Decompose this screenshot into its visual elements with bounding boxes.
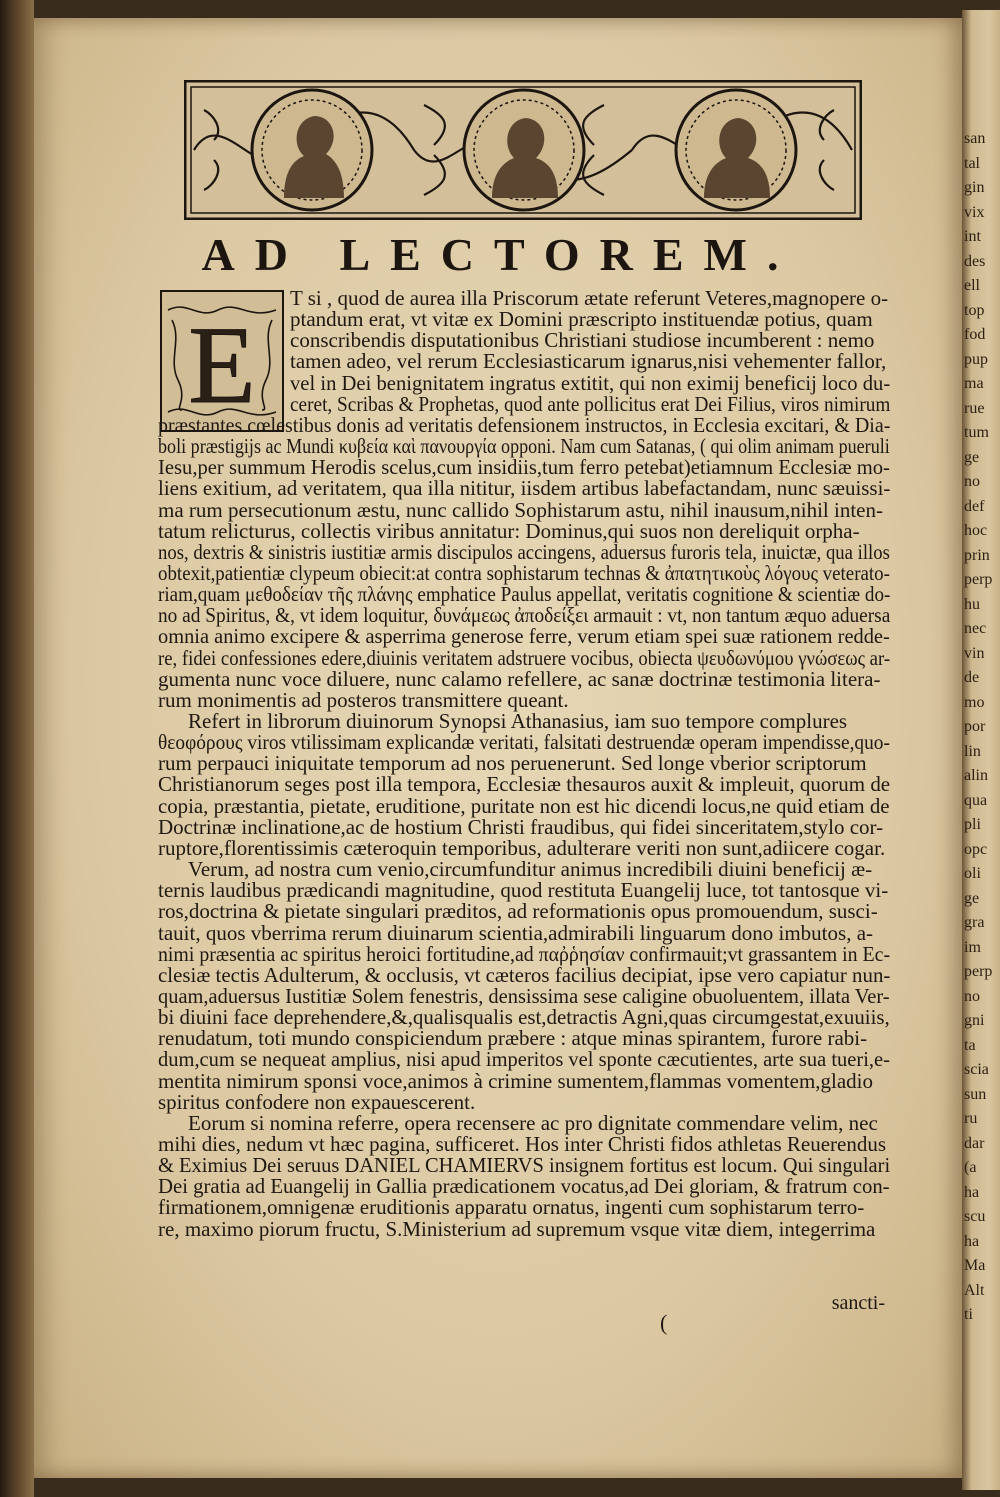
text-line: Doctrinæ inclinatione,ac de hostium Christi fraudibus, qui fidei sinceritatem,stylo cor-	[158, 814, 884, 839]
facing-page-fragment: alin	[964, 767, 988, 784]
text-line: ma rum persecutionum æstu, nunc callido Sophistarum astu, nihil inausum,nihil inten-	[158, 497, 883, 522]
facing-page-fragment: top	[964, 301, 985, 319]
text-line: Verum, ad nostra cum venio,circumfunditur animus incredibili diuini beneficij æ-	[188, 857, 873, 882]
facing-page-fragment: gra	[964, 914, 985, 931]
facing-page-fragment: (a	[964, 1159, 977, 1176]
text-line: Refert in librorum diuinorum Synopsi Athanasius, iam suo tempore complures	[188, 709, 848, 733]
facing-page-fragment: def	[964, 497, 985, 515]
text-line: ros,doctrina & pietate singulari præditos, ad reformationis opus promouendum, susci-	[158, 899, 878, 924]
facing-page-fragment: lin	[964, 742, 981, 760]
text-line: gumenta nunc voce diluere, nunc calamo refellere, ac sanæ doctrinæ testimonia litera-	[158, 666, 881, 691]
facing-page-fragment: nec	[964, 620, 987, 637]
facing-page-fragment: no	[964, 987, 980, 1005]
facing-page-fragment: prin	[964, 546, 990, 564]
facing-page-fragment: hoc	[964, 522, 988, 539]
text-line: ptandum erat, vt vitæ ex Domini præscripto instituendæ potius, quam	[290, 307, 873, 332]
text-line: quam,aduersus Iustitiæ Solem fenestris, densissima sese caligine obuoluentem, illata Ver-	[158, 983, 890, 1008]
facing-page-fragment: Ma	[964, 1257, 986, 1274]
facing-page-fragment: sun	[964, 1085, 987, 1103]
text-line: ceret, Scribas & Prophetas, quod ante pollicitus erat Dei Filius, viros nimirum	[290, 391, 891, 416]
facing-page-fragment: ma	[964, 375, 984, 392]
book-spine-shadow	[0, 0, 34, 1497]
text-line: nimi præsentia ac spiritus heroici fortitudine,ad παῤῥησίαν confirmauit;vt grassantem in Ec-	[158, 941, 891, 966]
facing-page-fragment: gni	[964, 1012, 985, 1029]
text-line: Iesu,per summum Herodis scelus,cum insidiis,tum ferro petebat)etiamnum Ecclesiæ mo-	[158, 455, 890, 480]
facing-page-fragment: int	[964, 228, 981, 245]
ornamental-initial-e	[160, 290, 284, 432]
facing-page-fragment: vin	[964, 644, 985, 662]
text-line: omnia animo excipere & asperrima generose ferre, verum etiam spei suæ rationem redde-	[158, 624, 890, 649]
svg-text:E: E	[188, 304, 256, 426]
facing-page-fragment: fod	[964, 326, 986, 343]
facing-page-fragment: opc	[964, 840, 988, 858]
facing-page-fragment: ell	[964, 277, 980, 294]
portrait-medallion-left	[252, 90, 372, 210]
text-line: & Eximius Dei seruus DANIEL CHAMIERVS insignem fortitus est locum. Qui singulari	[158, 1153, 891, 1178]
text-line: mentita nimirum sponsi voce,animos à crimine sumentem,flammas vomentem,gladio	[158, 1068, 874, 1093]
text-line: tatum relicturus, collectis viribus annitatur: Dominus,qui suos non dereliquit orpha-	[158, 518, 860, 543]
facing-page-fragment: oli	[964, 865, 981, 882]
facing-page-fragment: no	[964, 473, 980, 490]
facing-page-fragment: ta	[964, 1036, 976, 1054]
facing-page-fragment: perp	[964, 571, 993, 588]
text-line: Christianorum seges post illa tempora, Ecclesiæ thesauros auxit & impleuit, quorum de	[158, 772, 891, 797]
text-line: θεοφόρους viros vtilissimam explicandæ veritati, falsitati destruendæ operam impendisse,quo-	[158, 730, 890, 755]
decorative-headpiece-banner	[184, 80, 862, 220]
text-line: T si , quod de aurea illa Priscorum ætate referunt Veteres,magnopere o-	[290, 286, 889, 310]
facing-page-fragment: ha	[964, 1232, 980, 1250]
text-line: liens exitium, ad veritatem, qua illa nititur, iisdem artibus labefactandam, nunc sæuissi-	[158, 476, 891, 501]
text-line: copia, præstantia, pietate, eruditione, puritate non est hic dicendi locus,ne quid etiam de	[158, 793, 890, 818]
facing-page-fragment: tal	[964, 154, 980, 172]
text-line: no ad Spiritus, &, vt idem loquitur, δυνάμεως ἀποδείξει armauit : vt, non tantum æquo aduersa	[158, 603, 891, 628]
facing-page-fragment: im	[964, 938, 981, 956]
text-line: obtexit,patientiæ clypeum obiecit:at contra sophistarum technas & ἀπατητικοὺς λόγους veterato-	[158, 560, 890, 585]
facing-page-fragment: pup	[964, 350, 988, 368]
text-line: conscribendis disputationibus Christiani studiose incumberent : nemo	[290, 328, 875, 353]
text-line: bi diuini face deprehendere,&,qualisqualis est,detractis Agni,quas circumgestat,exuuiis,	[158, 1005, 890, 1030]
text-line: re, fidei confessiones edere,diuinis veritatem adstruere vocibus, obiecta ψευδωνύμου γνώσεως ar-	[158, 645, 891, 670]
text-line: tamen adeo, vel rerum Ecclesiasticarum ignarus,nisi vehementer fallor,	[290, 349, 887, 374]
facing-page-fragment: Alt	[964, 1281, 985, 1299]
text-line: tauit, quos vberrima rerum diuinarum scientia,admirabili linguarum dono imbutos, a-	[158, 920, 874, 945]
facing-page-fragment: des	[964, 252, 986, 270]
text-line: spiritus confodere non expauescerent.	[158, 1089, 476, 1114]
text-line: boli præstigijs ac Mundi κυβεία καὶ πανουργία opponi. Nam cum Satanas, ( qui olim animam pueruli	[158, 434, 890, 459]
text-line: firmationem,omnigenæ eruditionis apparatu ornatus, ingenti cum sophistarum terro-	[158, 1195, 865, 1220]
facing-page-fragment: gin	[964, 179, 985, 196]
facing-page-fragment: ha	[964, 1183, 980, 1201]
facing-page-fragment: de	[964, 669, 980, 686]
text-line: rum perpauci iniquitate temporum ad nos peruenerunt. Sed longe vberior scriptorum	[158, 751, 867, 776]
facing-page-fragment: pli	[964, 816, 981, 833]
portrait-medallion-center	[464, 90, 584, 210]
text-line: clesiæ tectis Adulterum, & occlusis, vt cæteros facilius decipiat, ipse vero capiatur nun-	[158, 962, 891, 987]
text-line: Eorum si nomina referre, opera recensere ac pro dignitate commendare velim, nec	[188, 1110, 878, 1135]
facing-page-fragment: rue	[964, 399, 985, 417]
facing-page-fragment: ru	[964, 1110, 978, 1127]
text-line: vel in Dei benignitatem ingratus extitit, qui non eximij beneficij loco du-	[290, 370, 891, 395]
text-line: renudatum, toti mundo conspiciendum præbere : atque minas spirantem, furore rabi-	[158, 1026, 868, 1051]
facing-page-fragment: scu	[964, 1208, 986, 1225]
facing-page-fragment: ti	[964, 1306, 973, 1323]
facing-page-fragment: mo	[964, 693, 985, 711]
portrait-medallion-right	[676, 90, 796, 210]
text-line: re, maximo piorum fructu, S.Ministerium ad supremum vsque vitæ diem, integerrima	[158, 1216, 876, 1241]
text-line: præstantes cœlestibus donis ad veritatis defensionem instructos, in Ecclesia excitari, & Dia-	[158, 412, 891, 437]
facing-page-fragment: perp	[964, 963, 993, 980]
text-line: mihi dies, nedum vt hæc pagina, sufficeret. Hos inter Christi fidos athletas Reuerendus	[158, 1132, 887, 1156]
facing-page-fragment: tum	[964, 424, 989, 441]
catchword: sancti-	[831, 1292, 885, 1314]
facing-page-fragment: vix	[964, 203, 985, 221]
facing-page-fragment: dar	[964, 1134, 985, 1152]
text-line: nos, dextris & sinistris iustitiæ armis discipulos accingens, aduersus furoris tela, inuictæ, qua illos	[158, 539, 890, 564]
text-line: dum,cum se nequeat amplius, nisi apud imperitos vel sponte cæcutientes, arte sua tueri,e-	[158, 1047, 890, 1072]
facing-page-fragment: ge	[964, 448, 980, 466]
text-line: Dei gratia ad Euangelij in Gallia prædicationem vocatus,ad Dei gloriam, & fratrum con-	[158, 1174, 890, 1199]
text-line: ternis laudibus prædicandi magnitudine, quod restituta Euangelij luce, tot tantosque vi-	[158, 878, 889, 903]
text-line: ruptore,florentissimis cæteroquin temporibus, adulterare veriti non sunt,adiicere cogar.	[158, 835, 886, 860]
facing-page-fragment: por	[964, 718, 986, 735]
facing-page-fragment: scia	[964, 1061, 989, 1078]
facing-page-fragment: qua	[964, 791, 988, 809]
text-line: riam,quam μεθοδείαν τῆς πλάνης emphatice Paulus appellat, veritatis cognitione & scientiæ do-	[158, 582, 891, 607]
signature-mark: (	[660, 1310, 668, 1335]
facing-page-fragment: ge	[964, 889, 980, 907]
text-line: rum monimentis ad posteros transmittere queant.	[158, 687, 569, 712]
page-title: AD LECTOREM.	[201, 229, 799, 280]
facing-page-fragment: hu	[964, 595, 980, 613]
facing-page-fragment: san	[964, 130, 986, 147]
